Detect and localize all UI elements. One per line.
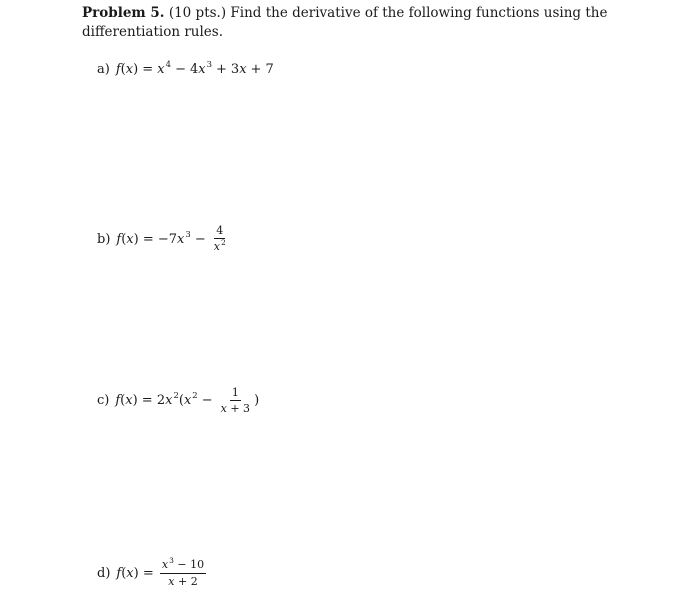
item-label: c) xyxy=(97,393,110,408)
function-lhs: f(x) = xyxy=(115,393,157,408)
fraction-denominator: x + 3 xyxy=(220,402,251,415)
problem-title: Problem 5. xyxy=(82,5,165,21)
fraction xyxy=(212,224,228,254)
function-lhs: f(x) = xyxy=(116,565,158,581)
closing-paren: ) xyxy=(254,393,260,408)
item-d xyxy=(97,558,208,588)
item-a xyxy=(97,62,274,77)
function-rhs: $2x^2(x^2$ − xyxy=(156,391,213,408)
problem-points: (10 pts.) xyxy=(168,5,227,21)
problem-header xyxy=(82,4,642,42)
fraction-numerator: 4 xyxy=(216,224,224,237)
fraction-denominator: x + 2 xyxy=(168,575,198,588)
function-lhs: f(x) = xyxy=(115,62,158,77)
item-c xyxy=(97,386,259,415)
fraction-numerator: 1 xyxy=(231,386,239,399)
function-rhs: $x^4 - 4x^3 + 3x + 7$ xyxy=(157,60,274,77)
item-b xyxy=(97,224,230,254)
problem-instruction: Find the derivative of the following functions using the differentiation rules. xyxy=(82,5,608,40)
item-label: b) xyxy=(97,231,111,247)
item-label: d) xyxy=(97,565,111,581)
fraction xyxy=(219,386,252,415)
item-label: a) xyxy=(97,62,110,77)
fraction xyxy=(160,558,206,588)
function-lhs: f(x) = xyxy=(116,231,158,247)
function-rhs: $-7x^3$ − xyxy=(157,229,206,247)
fraction-numerator: $x^3 - 10$ xyxy=(160,558,206,574)
fraction-denominator: $x^2$ xyxy=(213,238,226,253)
